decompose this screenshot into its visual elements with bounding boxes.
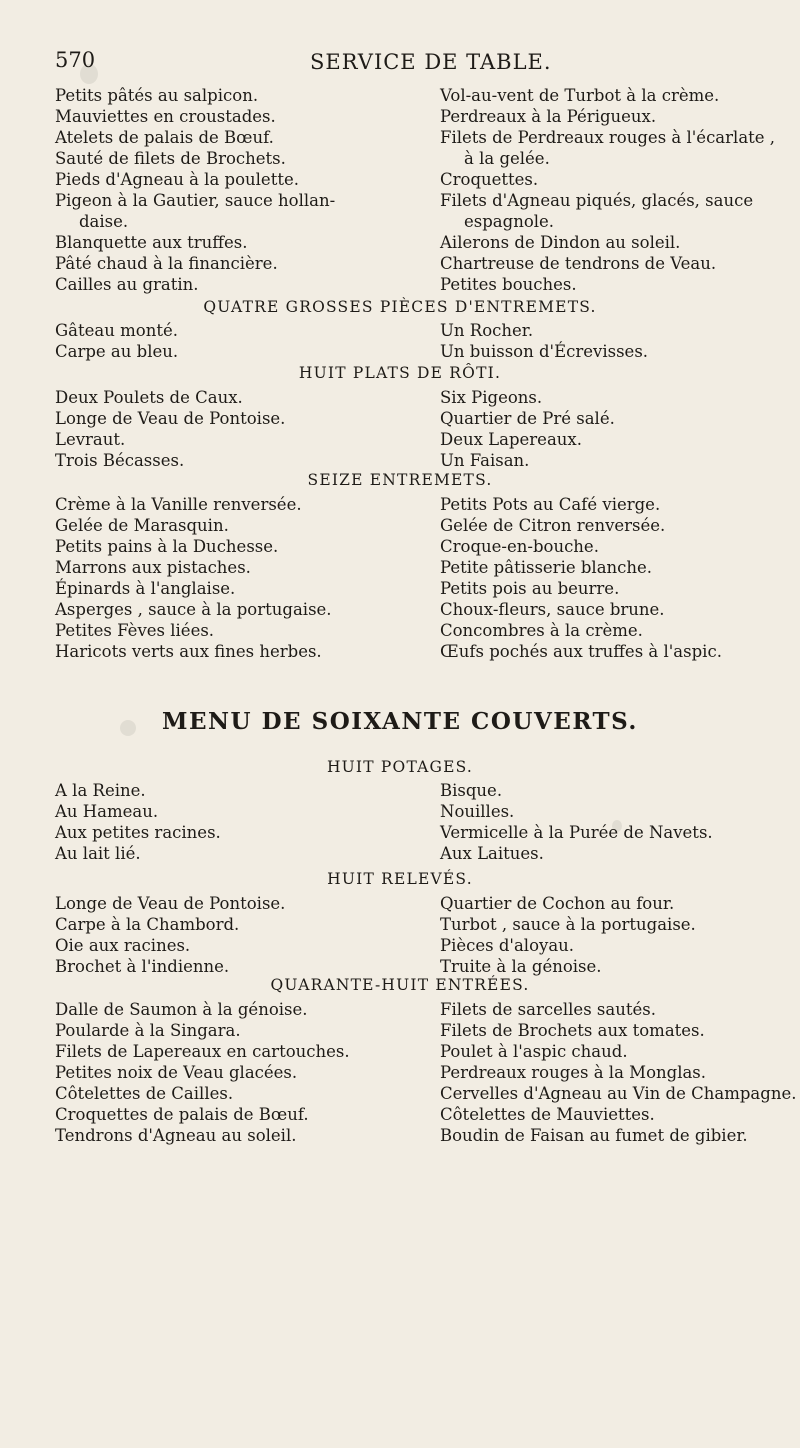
- releves-right: [440, 893, 696, 977]
- list-item: Deux Lapereaux.: [440, 430, 582, 449]
- grosses-pieces-left: [55, 320, 178, 362]
- list-item: Un buisson d'Écrevisses.: [440, 342, 649, 361]
- list-item: Deux Poulets de Caux.: [55, 388, 243, 407]
- list-item: Boudin de Faisan au fumet de gibier.: [440, 1126, 748, 1145]
- list-item: Chartreuse de tendrons de Veau.: [440, 254, 717, 273]
- list-item: Trois Bécasses.: [55, 451, 185, 470]
- list-item: Petits pains à la Duchesse.: [55, 537, 279, 556]
- list-item: Pieds d'Agneau à la poulette.: [55, 170, 299, 189]
- list-item: Perdreaux rouges à la Monglas.: [440, 1063, 707, 1082]
- entrees-left-column: [55, 85, 335, 295]
- list-item: Poularde à la Singara.: [55, 1021, 241, 1040]
- menu-entrees-left: [55, 999, 350, 1146]
- list-item: Tendrons d'Agneau au soleil.: [55, 1126, 297, 1145]
- list-item: Croquettes de palais de Bœuf.: [55, 1105, 309, 1124]
- entrees-right-column: [440, 85, 775, 295]
- list-item: Pièces d'aloyau.: [440, 936, 575, 955]
- list-item: Pigeon à la Gautier, sauce hollan-: [55, 191, 336, 210]
- list-item: Poulet à l'aspic chaud.: [440, 1042, 628, 1061]
- roti-left: [55, 387, 285, 471]
- list-item: espagnole.: [464, 212, 555, 231]
- entremets-right: [440, 494, 722, 662]
- list-item: Filets de Brochets aux tomates.: [440, 1021, 705, 1040]
- list-item: Petites noix de Veau glacées.: [55, 1063, 298, 1082]
- list-item: Nouilles.: [440, 802, 515, 821]
- list-item: Côtelettes de Cailles.: [55, 1084, 234, 1103]
- list-item: Petits pâtés au salpicon.: [55, 86, 259, 105]
- list-item: Truite à la génoise.: [440, 957, 602, 976]
- list-item: Épinards à l'anglaise.: [55, 579, 236, 598]
- list-item: Dalle de Saumon à la génoise.: [55, 1000, 308, 1019]
- list-item: Levraut.: [55, 430, 126, 449]
- list-item: Marrons aux pistaches.: [55, 558, 251, 577]
- list-item: Filets de Lapereaux en cartouches.: [55, 1042, 350, 1061]
- list-item: Blanquette aux truffes.: [55, 233, 248, 252]
- list-item: Filets d'Agneau piqués, glacés, sauce: [440, 191, 754, 210]
- list-item: daise.: [79, 212, 129, 231]
- list-item: Petits Pots au Café vierge.: [440, 495, 661, 514]
- list-item: Croquettes.: [440, 170, 539, 189]
- list-item: Oie aux racines.: [55, 936, 191, 955]
- list-item: Haricots verts aux fines herbes.: [55, 642, 322, 661]
- grosses-pieces-right: [440, 320, 648, 362]
- menu-entrees-right: [440, 999, 796, 1146]
- potages-left: [55, 780, 221, 864]
- list-item: Gâteau monté.: [55, 321, 178, 340]
- list-item: Petits pois au beurre.: [440, 579, 620, 598]
- section-heading: QUARANTE-HUIT ENTRÉES.: [270, 976, 530, 994]
- list-item: Petites bouches.: [440, 275, 577, 294]
- section-heading: HUIT PLATS DE RÔTI.: [298, 364, 502, 382]
- list-item: Bisque.: [440, 781, 503, 800]
- section-heading: HUIT POTAGES.: [326, 758, 474, 776]
- list-item: Longe de Veau de Pontoise.: [55, 409, 286, 428]
- list-item: A la Reine.: [55, 781, 146, 800]
- list-item: Aux petites racines.: [55, 823, 221, 842]
- section-heading: QUATRE GROSSES PIÈCES D'ENTREMETS.: [203, 298, 597, 316]
- list-item: Côtelettes de Mauviettes.: [440, 1105, 655, 1124]
- page-number: 570: [55, 48, 96, 72]
- releves-left: [55, 893, 285, 977]
- list-item: à la gelée.: [464, 149, 550, 168]
- list-item: Brochet à l'indienne.: [55, 957, 230, 976]
- list-item: Atelets de palais de Bœuf.: [55, 128, 274, 147]
- list-item: Petites Fèves liées.: [55, 621, 215, 640]
- list-item: Au lait lié.: [55, 844, 141, 863]
- list-item: Concombres à la crème.: [440, 621, 643, 640]
- list-item: Perdreaux à la Périgueux.: [440, 107, 657, 126]
- entremets-left: [55, 494, 332, 662]
- list-item: Quartier de Cochon au four.: [440, 894, 675, 913]
- list-item: Œufs pochés aux truffes à l'aspic.: [440, 642, 722, 661]
- list-item: Un Rocher.: [440, 321, 534, 340]
- section-heading: SEIZE ENTREMETS.: [307, 471, 493, 489]
- list-item: Gelée de Citron renversée.: [440, 516, 666, 535]
- list-item: Cailles au gratin.: [55, 275, 199, 294]
- list-item: Longe de Veau de Pontoise.: [55, 894, 286, 913]
- list-item: Un Faisan.: [440, 451, 530, 470]
- list-item: Filets de sarcelles sautés.: [440, 1000, 656, 1019]
- list-item: Sauté de filets de Brochets.: [55, 149, 286, 168]
- list-item: Vol-au-vent de Turbot à la crème.: [440, 86, 720, 105]
- roti-right: [440, 387, 615, 471]
- list-item: Ailerons de Dindon au soleil.: [440, 233, 681, 252]
- list-item: Crème à la Vanille renversée.: [55, 495, 302, 514]
- menu-title: MENU DE SOIXANTE COUVERTS.: [162, 708, 638, 735]
- list-item: Petite pâtisserie blanche.: [440, 558, 653, 577]
- list-item: Croque-en-bouche.: [440, 537, 599, 556]
- list-item: Carpe à la Chambord.: [55, 915, 240, 934]
- list-item: Mauviettes en croustades.: [55, 107, 276, 126]
- list-item: Six Pigeons.: [440, 388, 543, 407]
- list-item: Asperges , sauce à la portugaise.: [55, 600, 332, 619]
- potages-right: [440, 780, 713, 864]
- list-item: Gelée de Marasquin.: [55, 516, 229, 535]
- list-item: Quartier de Pré salé.: [440, 409, 615, 428]
- list-item: Filets de Perdreaux rouges à l'écarlate ,: [440, 128, 776, 147]
- list-item: Pâté chaud à la financière.: [55, 254, 278, 273]
- section-heading: HUIT RELEVÉS.: [327, 870, 473, 888]
- running-title: SERVICE DE TABLE.: [310, 50, 552, 74]
- list-item: Carpe au bleu.: [55, 342, 179, 361]
- list-item: Au Hameau.: [55, 802, 159, 821]
- list-item: Cervelles d'Agneau au Vin de Champagne.: [440, 1084, 797, 1103]
- list-item: Turbot , sauce à la portugaise.: [440, 915, 696, 934]
- list-item: Choux-fleurs, sauce brune.: [440, 600, 665, 619]
- list-item: Aux Laitues.: [440, 844, 544, 863]
- list-item: Vermicelle à la Purée de Navets.: [440, 823, 713, 842]
